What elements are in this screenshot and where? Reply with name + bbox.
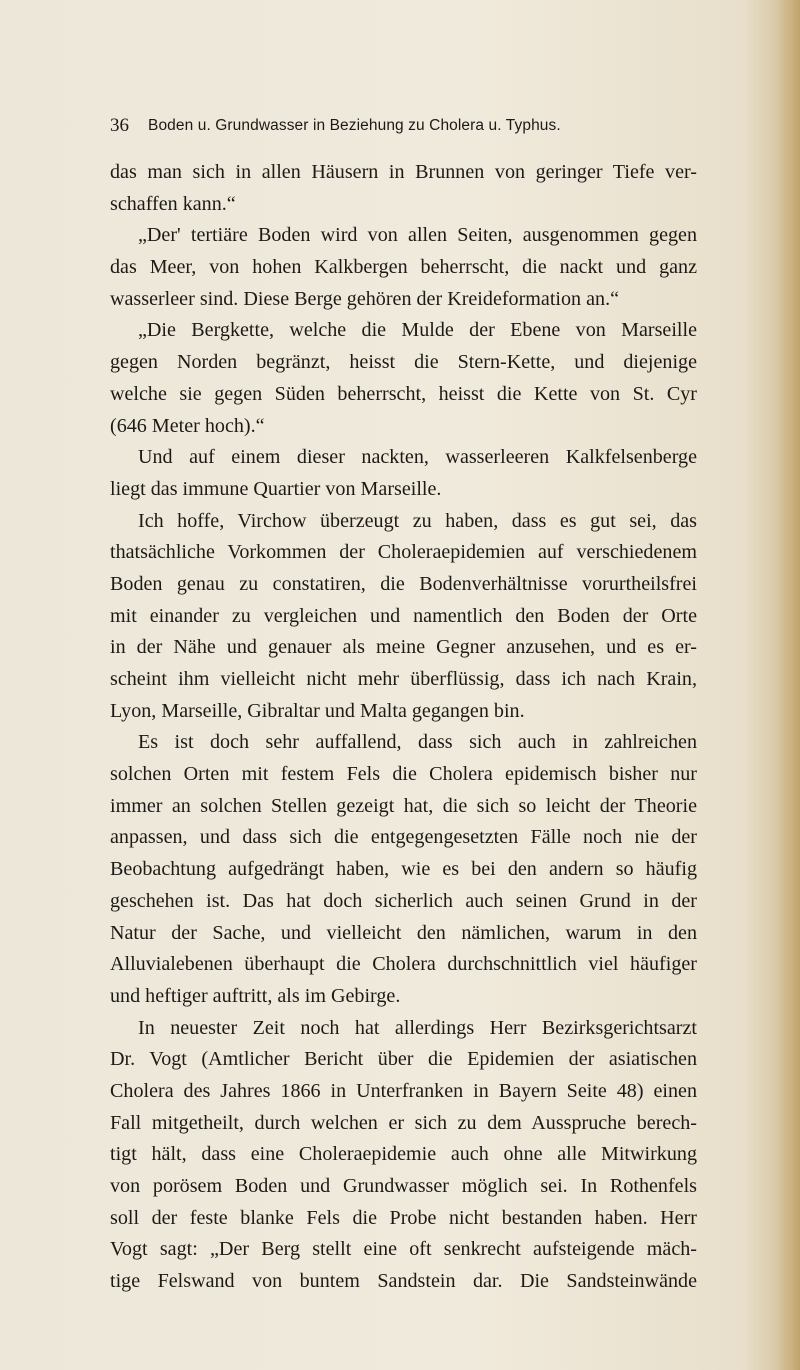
text-line: Es ist doch sehr auffallend, dass sich auch in zahlreichen bbox=[138, 731, 697, 754]
text-line: von porösem Boden und Grundwasser möglich sei. In Rothenfels bbox=[110, 1175, 697, 1197]
page-header bbox=[110, 113, 696, 139]
text-line: gegen Norden begränzt, heisst die Stern-Kette, und diejenige bbox=[110, 351, 697, 374]
text-line: liegt das immune Quartier von Marseille. bbox=[110, 477, 442, 500]
text-line: (646 Meter hoch).“ bbox=[110, 414, 265, 437]
text-line: tige Felswand von buntem Sandstein dar. Die Sandsteinwände bbox=[110, 1270, 697, 1293]
page-edge-shadow bbox=[778, 0, 800, 1370]
text-line: „Der' tertiäre Boden wird von allen Seiten, ausgenommen gegen bbox=[138, 224, 697, 247]
text-line: Vogt sagt: „Der Berg stellt eine oft senkrecht aufsteigende mäch- bbox=[110, 1238, 697, 1261]
text-line: das Meer, von hohen Kalkbergen beherrscht, die nackt und ganz bbox=[110, 256, 697, 279]
text-line: scheint ihm vielleicht nicht mehr überflüssig, dass ich nach Krain, bbox=[110, 668, 697, 690]
text-line: solchen Orten mit festem Fels die Cholera epidemisch bisher nur bbox=[110, 763, 697, 786]
text-line: schaffen kann.“ bbox=[110, 192, 236, 215]
text-line: Dr. Vogt (Amtlicher Bericht über die Epidemien der asiatischen bbox=[110, 1048, 697, 1071]
page-number: 36 bbox=[110, 115, 129, 136]
text-line: anpassen, und dass sich die entgegengesetzten Fälle noch nie der bbox=[110, 826, 697, 849]
text-line: und heftiger auftritt, als im Gebirge. bbox=[110, 984, 401, 1007]
text-line: welche sie gegen Süden beherrscht, heisst die Kette von St. Cyr bbox=[110, 382, 697, 405]
text-line: tigt hält, dass eine Choleraepidemie auch ohne alle Mitwirkung bbox=[110, 1143, 697, 1166]
text-line: mit einander zu vergleichen und namentlich den Boden der Orte bbox=[110, 604, 697, 627]
text-line: Fall mitgetheilt, durch welchen er sich zu dem Ausspruche berech- bbox=[110, 1111, 697, 1134]
running-head: Boden u. Grundwasser in Beziehung zu Cholera u. Typhus. bbox=[148, 117, 561, 134]
text-line: soll der feste blanke Fels die Probe nicht bestanden haben. Herr bbox=[110, 1206, 697, 1229]
body-text bbox=[110, 157, 697, 1298]
text-line: Cholera des Jahres 1866 in Unterfranken in Bayern Seite 48) einen bbox=[110, 1079, 697, 1102]
text-line: thatsächliche Vorkommen der Choleraepidemien auf verschiedenem bbox=[110, 541, 697, 564]
text-line: in der Nähe und genauer als meine Gegner anzusehen, und es er- bbox=[110, 636, 697, 659]
text-line: Boden genau zu constatiren, die Bodenverhältnisse vorurtheilsfrei bbox=[110, 572, 697, 595]
text-line: Alluvialebenen überhaupt die Cholera durchschnittlich viel häufiger bbox=[110, 953, 697, 976]
text-line: Beobachtung aufgedrängt haben, wie es bei den andern so häufig bbox=[110, 858, 697, 881]
text-line: Und auf einem dieser nackten, wasserleeren Kalkfelsenberge bbox=[138, 446, 697, 469]
text-line: Ich hoffe, Virchow überzeugt zu haben, dass es gut sei, das bbox=[138, 509, 697, 532]
text-line: das man sich in allen Häusern in Brunnen von geringer Tiefe ver- bbox=[110, 161, 697, 183]
text-line: Lyon, Marseille, Gibraltar und Malta gegangen bin. bbox=[110, 699, 525, 722]
text-line: Natur der Sache, und vielleicht den nämlichen, warum in den bbox=[110, 921, 697, 944]
text-line: immer an solchen Stellen gezeigt hat, die sich so leicht der Theorie bbox=[110, 794, 697, 817]
text-line: In neuester Zeit noch hat allerdings Herr Bezirksgerichtsarzt bbox=[138, 1016, 697, 1039]
text-line: wasserleer sind. Diese Berge gehören der Kreideformation an.“ bbox=[110, 287, 620, 310]
text-line: „Die Bergkette, welche die Mulde der Ebene von Marseille bbox=[138, 319, 697, 342]
text-line: geschehen ist. Das hat doch sicherlich auch seinen Grund in der bbox=[110, 889, 697, 912]
